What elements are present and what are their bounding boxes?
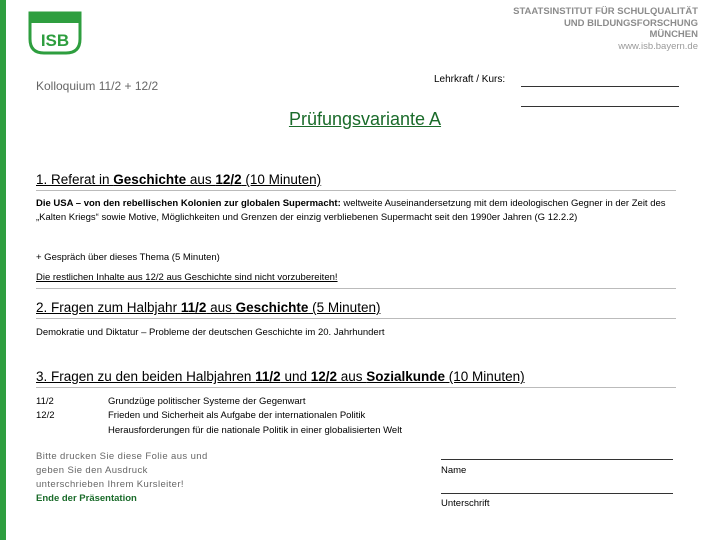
institute-line: STAATSINSTITUT FÜR SCHULQUALITÄT xyxy=(513,6,698,17)
heading-text: und xyxy=(280,369,311,384)
heading-term: 11/2 xyxy=(180,300,207,315)
end-of-presentation: Ende der Präsentation xyxy=(36,493,137,504)
heading-subject: Sozialkunde xyxy=(366,369,446,384)
print-line: unterschrieben Ihrem Kursleiter! xyxy=(36,479,184,490)
left-accent-bar xyxy=(0,0,6,540)
referat-topic: Die USA – von den rebellischen Kolonien zur globalen Supermacht: xyxy=(36,198,341,209)
topic-text: Frieden und Sicherheit als Aufgabe der internationalen Politik xyxy=(108,410,366,421)
section2-paragraph: Demokratie und Diktatur – Probleme der deutschen Geschichte im 20. Jahrhundert xyxy=(36,327,385,338)
heading-text: (5 Minuten) xyxy=(308,300,381,315)
topic-text: Herausforderungen für die nationale Politik in einer globalisierten Welt xyxy=(108,425,402,436)
lehrkraft-line-1 xyxy=(521,86,679,87)
heading-term: 12/2 xyxy=(215,172,242,187)
isb-logo xyxy=(26,9,84,57)
heading-subject: Geschichte xyxy=(113,172,187,187)
heading-text: aus xyxy=(337,369,367,384)
lehrkraft-line-2 xyxy=(521,106,679,107)
name-label: Name xyxy=(441,465,467,476)
term-label: 11/2 xyxy=(36,396,54,407)
signature-label: Unterschrift xyxy=(441,498,490,509)
section1-paragraph xyxy=(36,197,686,225)
divider xyxy=(36,387,676,388)
print-line: Bitte drucken Sie diese Folie aus und xyxy=(36,451,208,462)
lehrkraft-label: Lehrkraft / Kurs: xyxy=(434,74,506,85)
section1-note: Die restlichen Inhalte aus 12/2 aus Geschichte sind nicht vorzubereiten! xyxy=(36,272,338,283)
page-title: Prüfungsvariante A xyxy=(288,109,442,129)
heading-term: 12/2 xyxy=(310,369,337,384)
institute-line: UND BILDUNGSFORSCHUNG xyxy=(563,17,698,29)
divider xyxy=(36,318,676,319)
print-line: geben Sie den Ausdruck xyxy=(36,465,148,476)
heading-text: 1. Referat in xyxy=(36,172,114,187)
heading-subject: Geschichte xyxy=(235,300,309,315)
heading-text: 2. Fragen zum Halbjahr xyxy=(36,300,181,315)
heading-term: 11/2 xyxy=(255,369,281,384)
heading-text: aus xyxy=(206,300,236,315)
institute-block xyxy=(513,6,698,52)
section3-heading xyxy=(36,369,525,384)
section1-heading xyxy=(36,172,321,187)
divider xyxy=(36,288,676,289)
heading-text: (10 Minuten) xyxy=(445,369,525,384)
kolloquium-label: Kolloquium 11/2 + 12/2 xyxy=(36,79,159,93)
referat-description: weltweite Auseinandersetzung mit dem ideologischen Gegner in der Zeit des „Kalten Kriegs“ sowie Motive, Möglichkeiten und Grenzen der einzig verbliebenen Supermacht seit den 1990er Jahren (G 12.2.2) xyxy=(36,198,666,223)
gespraech-text: + Gespräch über dieses Thema (5 Minuten) xyxy=(36,252,220,263)
institute-line: MÜNCHEN xyxy=(649,29,698,41)
section2-heading xyxy=(36,300,380,315)
topic-text: Grundzüge politischer Systeme der Gegenwart xyxy=(108,396,306,407)
term-label: 12/2 xyxy=(36,410,55,421)
svg-text:ISB: ISB xyxy=(40,31,70,50)
divider xyxy=(36,190,676,191)
name-line xyxy=(441,459,673,460)
institute-url: www.isb.bayern.de xyxy=(618,40,698,52)
signature-line xyxy=(441,493,673,494)
heading-text: aus xyxy=(186,172,216,187)
print-instruction xyxy=(36,450,208,506)
heading-text: (10 Minuten) xyxy=(241,172,322,187)
heading-text: 3. Fragen zu den beiden Halbjahren xyxy=(36,369,256,384)
